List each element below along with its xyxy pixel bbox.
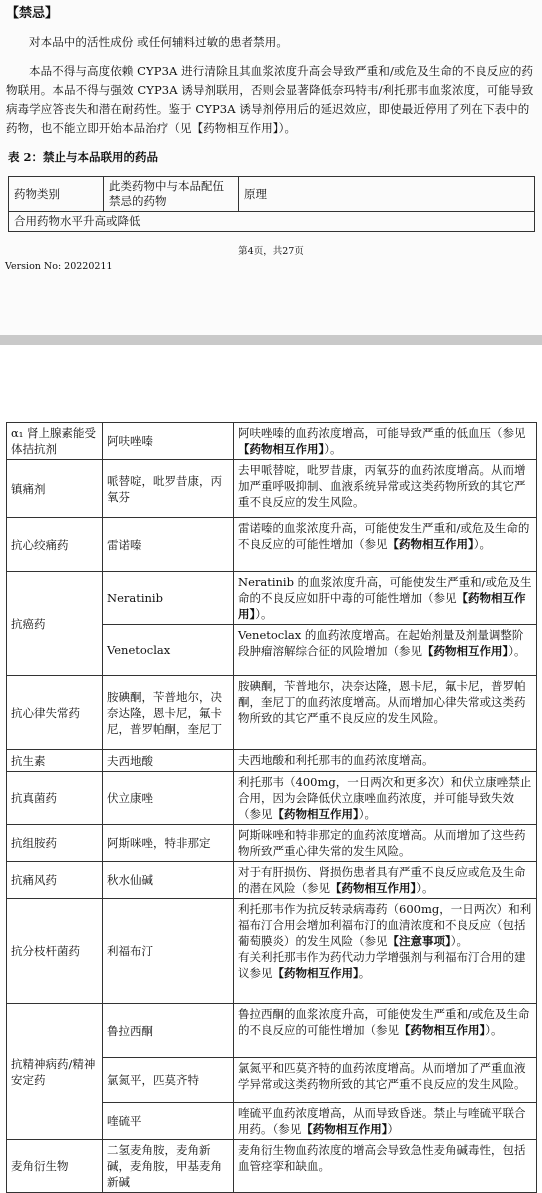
cross-reference: 【注意事项】 bbox=[387, 934, 451, 948]
mechanism-cell: 胺碘酮，苄普地尔，决奈达隆，恩卡尼，氟卡尼，普罗帕酮，奎尼丁的血药浓度增高。从而增加心律失常或这类药物所致的其它严重不良反应的发生风险。 bbox=[234, 676, 537, 750]
mechanism-cell: 利托那韦作为抗反转录病毒药（600mg，一日两次）和利福布汀合用会增加利福布汀的血清浓度和不良反应（包括葡萄膜炎）的发生风险（参见【注意事项】）。 有关利托那韦作为药代动力学增强剂与利福布汀合用的建议参见【药物相互作用】。 bbox=[234, 899, 537, 1004]
mechanism-cell: Venetoclax 的血药浓度增高。在起始剂量及剂量调整阶段肿瘤溶解综合征的风险增加（参见【药物相互作用】）。 bbox=[234, 625, 537, 676]
table-row bbox=[7, 862, 537, 899]
table-row bbox=[7, 676, 537, 750]
contraindicated-drug-cell: 阿呋唑嗪 bbox=[103, 423, 234, 460]
header-drugs: 此类药物中与本品配伍禁忌的药物 bbox=[104, 177, 239, 212]
mechanism-cell: 去甲哌替啶，吡罗昔康，丙氧芬的血药浓度增高。从而增加严重呼吸抑制、血液系统异常或这类药物所致的其它严重不良反应的发生风险。 bbox=[234, 460, 537, 518]
table-header-row bbox=[9, 177, 535, 212]
cross-reference: 【药物相互作用】 bbox=[399, 1023, 486, 1037]
table-caption: 表 2：禁止与本品联用的药品 bbox=[8, 150, 159, 164]
contraindicated-drug-cell: Neratinib bbox=[103, 572, 234, 625]
contraindicated-drug-cell: 鲁拉西酮 bbox=[103, 1004, 234, 1058]
table-row bbox=[7, 460, 537, 518]
cross-reference: 【药物相互作用】 bbox=[301, 1122, 388, 1136]
contraindicated-drug-cell: Venetoclax bbox=[103, 625, 234, 676]
contraindicated-drug-cell: 雷诺嗪 bbox=[103, 518, 234, 572]
table-subheader-row bbox=[9, 212, 535, 232]
drug-category-cell: 麦角衍生物 bbox=[7, 1140, 103, 1193]
mechanism-cell: 夫西地酸和利托那韦的血药浓度增高。 bbox=[234, 750, 537, 772]
contraindicated-drug-cell: 秋水仙碱 bbox=[103, 862, 234, 899]
table-row bbox=[7, 1004, 537, 1058]
drug-category-cell: 抗心绞痛药 bbox=[7, 518, 103, 572]
cross-reference: 【药物相互作用】 bbox=[387, 537, 474, 551]
table-row bbox=[7, 899, 537, 1004]
contraindication-table bbox=[6, 422, 537, 1193]
section-title: 【禁忌】 bbox=[6, 6, 59, 21]
version-number: Version No: 20220211 bbox=[5, 261, 113, 272]
table-row bbox=[7, 572, 537, 625]
contraindicated-drug-cell: 二氢麦角胺，麦角新碱，麦角胺，甲基麦角新碱 bbox=[103, 1140, 234, 1193]
subheader-level-change: 合用药物水平升高或降低 bbox=[9, 212, 535, 232]
drug-category-cell: α₁ 肾上腺素能受体拮抗剂 bbox=[7, 423, 103, 460]
table-row bbox=[7, 772, 537, 825]
table-row bbox=[7, 825, 537, 862]
cross-reference: 【药物相互作用】 bbox=[238, 591, 526, 621]
drug-category-cell: 抗组胺药 bbox=[7, 825, 103, 862]
contraindicated-drug-cell: 胺碘酮，苄普地尔，决奈达隆，恩卡尼，氟卡尼，普罗帕酮，奎尼丁 bbox=[103, 676, 234, 750]
cross-reference: 【药物相互作用】 bbox=[422, 644, 509, 658]
mechanism-cell: 阿呋唑嗪的血药浓度增高，可能导致严重的低血压（参见【药物相互作用】）。 bbox=[234, 423, 537, 460]
drug-category-cell: 抗心律失常药 bbox=[7, 676, 103, 750]
table-row bbox=[7, 423, 537, 460]
mechanism-cell: 麦角衍生物血药浓度的增高会导致急性麦角碱毒性，包括血管痉挛和缺血。 bbox=[234, 1140, 537, 1193]
drug-category-cell: 抗分枝杆菌药 bbox=[7, 899, 103, 1004]
page-separator bbox=[0, 335, 542, 345]
drug-category-cell: 镇痛剂 bbox=[7, 460, 103, 518]
table-header-block bbox=[8, 176, 535, 232]
header-mechanism: 原理 bbox=[239, 177, 535, 212]
contraindicated-drug-cell: 伏立康唑 bbox=[103, 772, 234, 825]
contraindicated-drug-cell: 喹硫平 bbox=[103, 1103, 234, 1140]
paragraph-cyp3a: 本品不得与高度依赖 CYP3A 进行清除且其血浆浓度升高会导致严重和/或危及生命的不良反应的药物联用。本品不得与强效 CYP3A 诱导剂联用，否则会显著降低奈玛特韦/利托那韦血浆浓度，可能导致病毒学应答丧失和潜在耐药性。鉴于 CYP3A 诱导剂停用后的延迟效应，即使最近停用了列在下表中的药物，也不能立即开始本品治疗（见【药物相互作用】）。 bbox=[6, 64, 534, 135]
contraindicated-drug-cell: 阿斯咪唑，特非那定 bbox=[103, 825, 234, 862]
drug-category-cell: 抗真菌药 bbox=[7, 772, 103, 825]
mechanism-cell: 雷诺嗪的血浆浓度升高，可能使发生严重和/或危及生命的不良反应的可能性增加（参见【药物相互作用】）。 bbox=[234, 518, 537, 572]
cross-reference: 【药物相互作用】 bbox=[272, 966, 359, 980]
mechanism-cell: 氯氮平和匹莫齐特的血药浓度增高。从而增加了严重血液学异常或这类药物所致的其它严重不良反应的发生风险。 bbox=[234, 1058, 537, 1103]
drug-category-cell: 抗精神病药/精神安定药 bbox=[7, 1004, 103, 1140]
document-page-4 bbox=[0, 0, 542, 340]
contraindicated-drug-cell: 夫西地酸 bbox=[103, 750, 234, 772]
mechanism-cell: 对于有肝损伤、肾损伤患者具有严重不良反应或危及生命的潜在风险（参见【药物相互作用】）。 bbox=[234, 862, 537, 899]
contraindicated-drug-cell: 氯氮平，匹莫齐特 bbox=[103, 1058, 234, 1103]
mechanism-cell: 喹硫平血药浓度增高，从而导致昏迷。禁止与喹硫平联合用药。（参见【药物相互作用】） bbox=[234, 1103, 537, 1140]
drug-category-cell: 抗痛风药 bbox=[7, 862, 103, 899]
mechanism-cell: Neratinib 的血浆浓度升高，可能使发生严重和/或危及生命的不良反应如肝中毒的可能性增加（参见【药物相互作用】）。 bbox=[234, 572, 537, 625]
contraindicated-drug-cell: 哌替啶，吡罗昔康，丙氧芬 bbox=[103, 460, 234, 518]
table-row bbox=[7, 750, 537, 772]
header-category: 药物类别 bbox=[9, 177, 104, 212]
drug-category-cell: 抗癌药 bbox=[7, 572, 103, 676]
drug-category-cell: 抗生素 bbox=[7, 750, 103, 772]
mechanism-cell: 鲁拉西酮的血浆浓度升高，可能使发生严重和/或危及生命的不良反应的可能性增加（参见【药物相互作用】）。 bbox=[234, 1004, 537, 1058]
mechanism-cell: 阿斯咪唑和特非那定的血药浓度增高。从而增加了这些药物所致严重心律失常的发生风险。 bbox=[234, 825, 537, 862]
contraindicated-drug-cell: 利福布汀 bbox=[103, 899, 234, 1004]
paragraph-allergy: 对本品中的活性成份 或任何辅料过敏的患者禁用。 bbox=[29, 35, 288, 49]
mechanism-cell: 利托那韦（400mg，一日两次和更多次）和伏立康唑禁止合用，因为会降低伏立康唑血药浓度，并可能导致失效（参见【药物相互作用】）。 bbox=[234, 772, 537, 825]
cross-reference: 【药物相互作用】 bbox=[272, 807, 359, 821]
cross-reference: 【药物相互作用】 bbox=[238, 442, 325, 456]
table-row bbox=[7, 518, 537, 572]
cross-reference: 【药物相互作用】 bbox=[330, 881, 417, 895]
page-footer: 第4页，共27页 bbox=[238, 246, 304, 257]
